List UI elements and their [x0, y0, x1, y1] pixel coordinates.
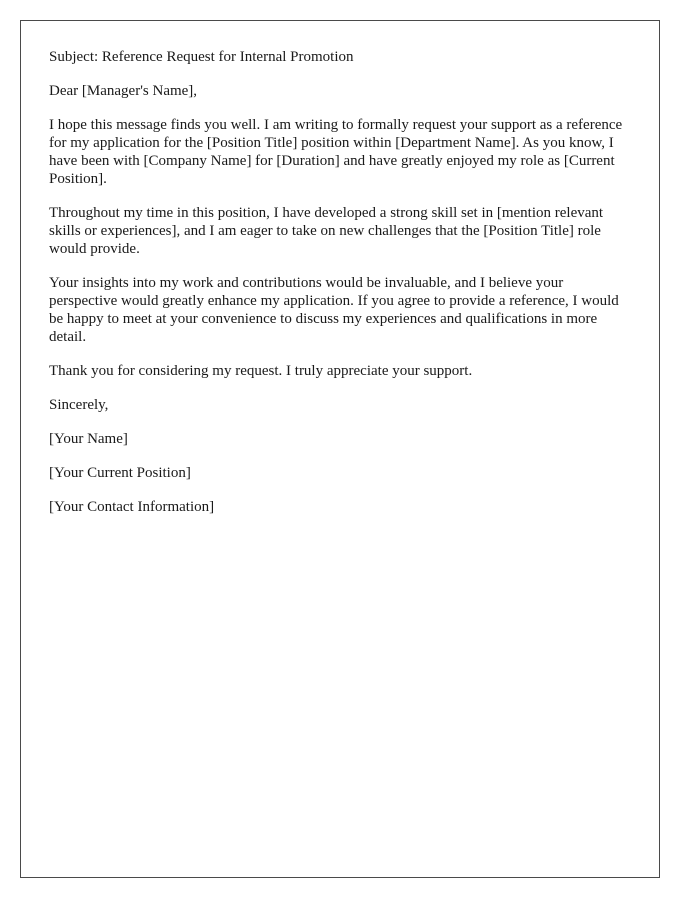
salutation: Dear [Manager's Name],: [49, 83, 198, 99]
paragraph-intro: I hope this message finds you well. I am writing to formally request your support as a reference for my application for the [Position Title] position within [Department Name]. As you know, I have been with [Company Name] for [Duration] and have greatly enjoyed my role as [Current Position].: [49, 117, 623, 187]
signature-name: [Your Name]: [49, 431, 128, 447]
letter-page: [20, 20, 660, 878]
signature-contact: [Your Contact Information]: [49, 499, 215, 515]
paragraph-request: Your insights into my work and contributions would be invaluable, and I believe your perspective would greatly enhance my application. If you agree to provide a reference, I would be happy to meet at your convenience to discuss my experiences and qualifications in more detail.: [49, 275, 619, 345]
subject-line: Subject: Reference Request for Internal Promotion: [49, 49, 354, 65]
signature-position: [Your Current Position]: [49, 465, 191, 481]
closing: Sincerely,: [49, 397, 109, 413]
paragraph-thanks: Thank you for considering my request. I truly appreciate your support.: [49, 363, 473, 379]
letter-body: [49, 48, 633, 532]
paragraph-skills: Throughout my time in this position, I have developed a strong skill set in [mention relevant skills or experiences], and I am eager to take on new challenges that the [Position Title] role would provide.: [49, 205, 604, 257]
